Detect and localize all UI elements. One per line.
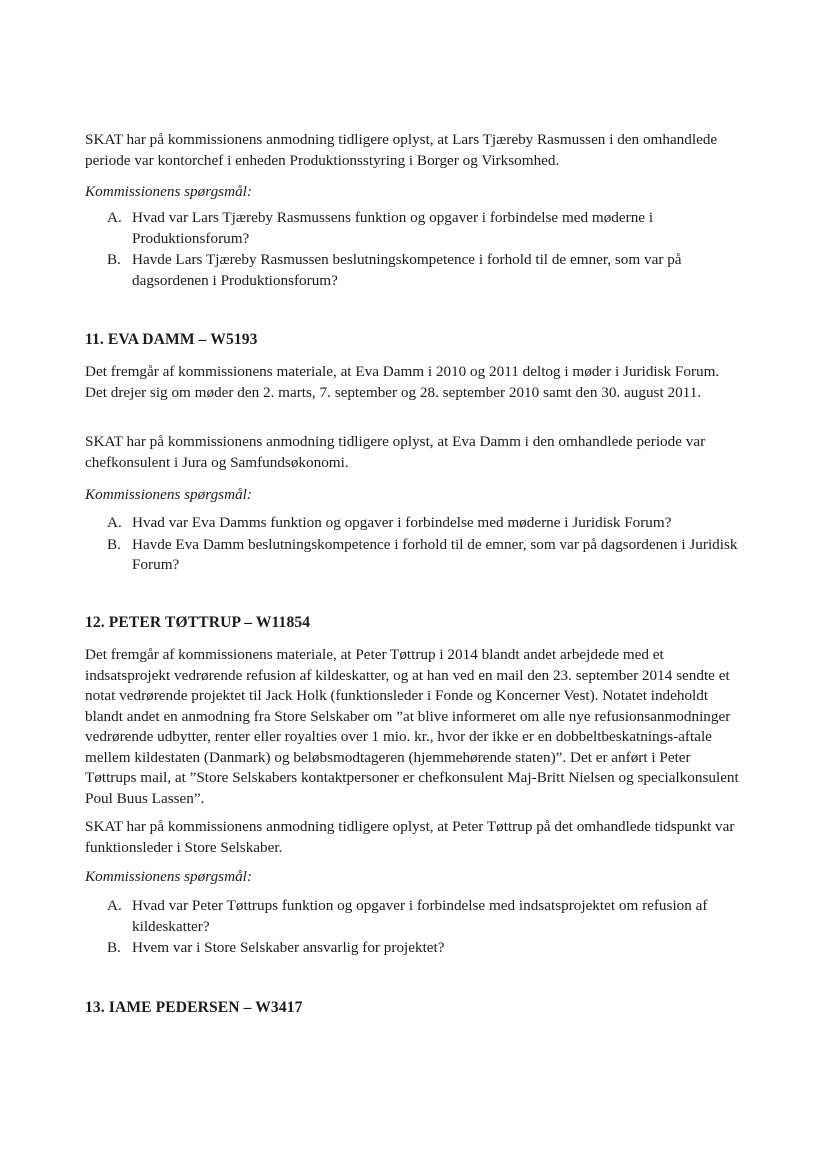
question-text: Hvad var Eva Damms funktion og opgaver i forbindelse med møderne i Juridisk Forum? bbox=[132, 514, 672, 531]
question-letter: A. bbox=[107, 209, 122, 226]
question-item bbox=[85, 513, 740, 534]
question-text: Hvem var i Store Selskaber ansvarlig for projektet? bbox=[132, 939, 445, 956]
question-letter: B. bbox=[107, 939, 121, 956]
question-text: Hvad var Peter Tøttrups funktion og opgaver i forbindelse med indsatsprojektet om refusion af kildeskatter? bbox=[132, 897, 708, 935]
question-item bbox=[85, 938, 740, 959]
section12-paragraph-1: Det fremgår af kommissionens materiale, at Peter Tøttrup i 2014 blandt andet arbejdede med et indsatsprojekt vedrørende refusion af kildeskatter, og at han ved en mail den 23. september 2014 sendte et notat vedrørende projektet til Jack Holk (funktionsleder i Fonde og Koncerner Vest). Notatet indeholdt blandt andet en anmodning fra Store Selskaber om ”at blive informeret om alle nye refusionsanmodninger vedrørende udbytter, renter eller royalties over 1 mio. kr., hvor der ikke er en dobbeltbeskatnings-aftale mellem kildestaten (Danmark) og beløbsmodtageren (hjemmehørende staten)”. Det er anført i Peter Tøttrups mail, at ”Store Selskabers kontaktpersoner er chefkonsulent Maj-Britt Nielsen og specialkonsulent Poul Buus Lassen”. bbox=[85, 646, 739, 807]
section-heading-13: 13. IAME PEDERSEN – W3417 bbox=[85, 999, 303, 1016]
section-heading-11: 11. EVA DAMM – W5193 bbox=[85, 331, 258, 348]
question-text: Hvad var Lars Tjæreby Rasmussens funktion og opgaver i forbindelse med møderne i Produktionsforum? bbox=[132, 209, 654, 247]
question-letter: B. bbox=[107, 251, 121, 268]
section12-question-list bbox=[85, 896, 740, 959]
section12-questions-label: Kommissionens spørgsmål: bbox=[85, 868, 252, 885]
question-item bbox=[85, 896, 740, 937]
question-letter: A. bbox=[107, 514, 122, 531]
section11-questions-label: Kommissionens spørgsmål: bbox=[85, 486, 252, 503]
question-letter: B. bbox=[107, 535, 121, 553]
section11-question-list bbox=[85, 513, 740, 576]
section12-paragraph-2: SKAT har på kommissionens anmodning tidligere oplyst, at Peter Tøttrup på det omhandlede tidspunkt var funktionsleder i Store Selskaber. bbox=[85, 818, 735, 856]
question-text: Havde Lars Tjæreby Rasmussen beslutningskompetence i forhold til de emner, som var på dagsordenen i Produktionsforum? bbox=[132, 251, 682, 289]
section11-paragraph-1: Det fremgår af kommissionens materiale, at Eva Damm i 2010 og 2011 deltog i møder i Juridisk Forum. Det drejer sig om møder den 2. marts, 7. september og 28. september 2010 samt den 30. august 2011. bbox=[85, 363, 720, 401]
section11-paragraph-2: SKAT har på kommissionens anmodning tidligere oplyst, at Eva Damm i den omhandlede periode var chefkonsulent i Jura og Samfundsøkonomi. bbox=[85, 433, 706, 471]
intro-paragraph: SKAT har på kommissionens anmodning tidligere oplyst, at Lars Tjæreby Rasmussen i den omhandlede periode var kontorchef i enheden Produktionsstyring i Borger og Virksomhed. bbox=[85, 131, 718, 169]
question-item bbox=[85, 250, 740, 291]
question-text: Havde Eva Damm beslutningskompetence i forhold til de emner, som var på dagsordenen i Juridisk Forum? bbox=[132, 535, 738, 573]
section-heading-12: 12. PETER TØTTRUP – W11854 bbox=[85, 614, 311, 631]
question-item bbox=[85, 208, 740, 249]
question-letter: A. bbox=[107, 897, 122, 914]
intro-questions-label: Kommissionens spørgsmål: bbox=[85, 183, 252, 200]
question-item bbox=[85, 535, 740, 576]
intro-question-list bbox=[85, 208, 740, 291]
